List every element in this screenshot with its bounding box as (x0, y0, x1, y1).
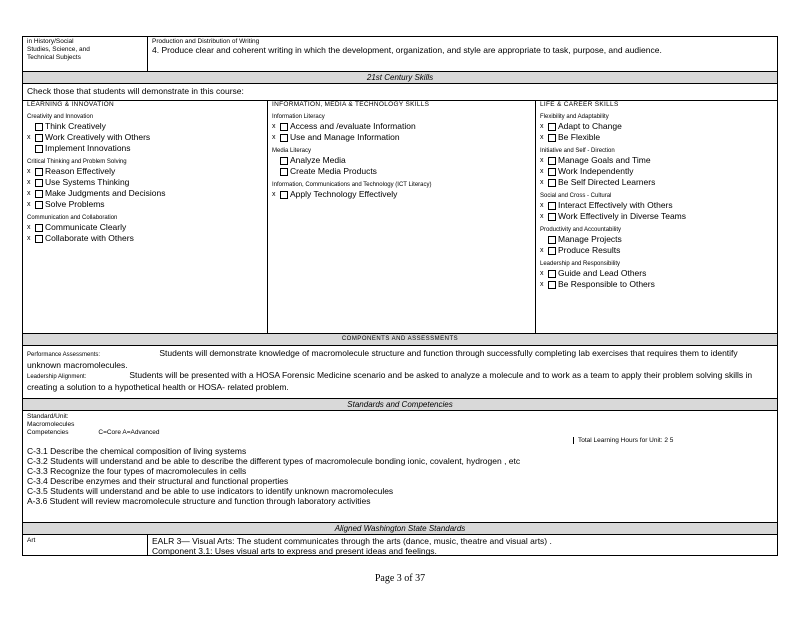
checkbox-square-icon[interactable] (280, 168, 288, 176)
skill-item (272, 155, 531, 166)
skill-label: Manage Projects (558, 234, 622, 244)
skill-item (27, 121, 263, 132)
skill-item (27, 199, 263, 210)
checkbox-square-icon[interactable] (35, 190, 43, 198)
check-mark: x (540, 213, 544, 220)
standard-category: Production and Distribution of Writing (152, 38, 260, 45)
subject-line: Studies, Science, and (27, 46, 90, 53)
competency-item: C-3.2 Students will understand and be able to describe the different types of macromolecule bonding ionic, covalent, hydrogen , etc (27, 456, 521, 466)
checkbox-square-icon[interactable] (548, 270, 556, 278)
skill-label: Work Creatively with Others (45, 132, 151, 142)
skill-group-name: Media Literacy (272, 148, 312, 154)
subject-line: Technical Subjects (27, 54, 81, 61)
writing-standard-row (22, 36, 778, 72)
skill-item (540, 200, 773, 211)
checkbox-square-icon[interactable] (548, 281, 556, 289)
skill-group-name: Critical Thinking and Problem Solving (27, 159, 127, 165)
check-mark: x (540, 134, 544, 141)
aligned-text (148, 535, 777, 555)
skill-group-name: Information Literacy (272, 114, 325, 120)
skills-column-life (535, 101, 777, 333)
document-page (22, 36, 778, 556)
aligned-line-1: EALR 3— Visual Arts: The student communicates through the arts (dance, music, theatre and visual arts) . (152, 536, 552, 546)
checkbox-square-icon[interactable] (280, 191, 288, 199)
skill-label: Collaborate with Others (45, 233, 134, 243)
section-header-aligned-standards: Aligned Washington State Standards (22, 523, 778, 535)
checkbox-square-icon[interactable] (280, 134, 288, 142)
skill-label: Guide and Lead Others (558, 268, 647, 278)
skill-label: Communicate Clearly (45, 222, 127, 232)
checkbox-square-icon[interactable] (548, 123, 556, 131)
check-mark: x (540, 247, 544, 254)
skill-label: Manage Goals and Time (558, 155, 651, 165)
skill-label: Implement Innovations (45, 143, 131, 153)
skill-label: Access and /evaluate Information (290, 121, 416, 131)
skill-item (272, 189, 531, 200)
skills-intro: Check those that students will demonstrate in this course: (22, 84, 778, 101)
competency-item: A-3.6 Student will review macromolecule structure and function through laboratory activities (27, 496, 371, 506)
aligned-standards-row (22, 535, 778, 556)
skill-label: Apply Technology Effectively (290, 189, 398, 199)
performance-label: Performance Assessments: (27, 352, 101, 358)
checkbox-square-icon[interactable] (35, 201, 43, 209)
skill-label: Think Creatively (45, 121, 106, 131)
skill-label: Work Independently (558, 166, 634, 176)
skill-item (27, 132, 263, 143)
check-mark: x (540, 157, 544, 164)
aligned-line-2: Component 3.1: Uses visual arts to express and present ideas and feelings. (152, 546, 437, 556)
skill-group-name: Creativity and Innovation (27, 114, 94, 120)
check-mark: x (540, 168, 544, 175)
check-mark: x (540, 270, 544, 277)
standard-text: 4. Produce clear and coherent writing in which the development, organization, and style are appropriate to task, purpose, and audience. (152, 45, 662, 55)
checkbox-square-icon[interactable] (280, 123, 288, 131)
checkbox-square-icon[interactable] (548, 179, 556, 187)
check-mark: x (27, 201, 31, 208)
check-mark: x (540, 202, 544, 209)
standard-cell (148, 37, 777, 71)
checkbox-square-icon[interactable] (35, 224, 43, 232)
skill-item (540, 166, 773, 177)
page-number: Page 3 of 37 (374, 573, 426, 584)
leadership-label: Leadership Alignment: (27, 374, 87, 380)
skill-item (540, 132, 773, 143)
skills-column-heading: INFORMATION, MEDIA & TECHNOLOGY SKILLS (272, 101, 430, 108)
skill-item (27, 177, 263, 188)
check-mark: x (27, 134, 31, 141)
skills-column-heading: LEARNING & INNOVATION (27, 101, 114, 108)
check-mark: x (27, 179, 31, 186)
skill-item (27, 143, 263, 154)
competency-item: C-3.4 Describe enzymes and their structural and functional properties (27, 476, 289, 486)
skill-group-name: Leadership and Responsibility (540, 261, 621, 267)
checkbox-square-icon[interactable] (548, 236, 556, 244)
checkbox-square-icon[interactable] (35, 179, 43, 187)
checkbox-square-icon[interactable] (35, 134, 43, 142)
skill-group-name: Flexibility and Adaptability (540, 114, 609, 120)
check-mark: x (540, 123, 544, 130)
competency-list (27, 446, 773, 506)
skill-label: Solve Problems (45, 199, 105, 209)
total-hours: Total Learning Hours for Unit: 2 5 (573, 437, 673, 444)
skills-columns (22, 101, 778, 334)
check-mark: x (272, 134, 276, 141)
check-mark: x (540, 281, 544, 288)
unit-value: Macromolecules (27, 421, 75, 428)
performance-assessment (27, 348, 773, 370)
checkbox-square-icon[interactable] (548, 202, 556, 210)
checkbox-square-icon[interactable] (548, 157, 556, 165)
skill-item (272, 132, 531, 143)
skill-item (540, 121, 773, 132)
competencies-heading (27, 429, 773, 437)
subject-line: in History/Social (27, 38, 74, 45)
leadership-alignment (27, 370, 773, 392)
skill-item (540, 211, 773, 222)
checkbox-square-icon[interactable] (35, 235, 43, 243)
skill-item (272, 121, 531, 132)
skill-group-name: Communication and Collaboration (27, 215, 118, 221)
competency-item: C-3.3 Recognize the four types of macromolecules in cells (27, 466, 247, 476)
skill-label: Use and Manage Information (290, 132, 400, 142)
checkbox-square-icon[interactable] (548, 213, 556, 221)
skill-label: Be Flexible (558, 132, 601, 142)
competencies-label: Competencies (27, 429, 69, 436)
standards-cell (22, 411, 778, 523)
skill-item (540, 155, 773, 166)
skill-label: Use Systems Thinking (45, 177, 130, 187)
check-mark: x (27, 168, 31, 175)
skills-column-information (267, 101, 535, 333)
checkbox-square-icon[interactable] (280, 157, 288, 165)
checkbox-square-icon[interactable] (548, 168, 556, 176)
skill-item (27, 233, 263, 244)
skill-item (27, 166, 263, 177)
competency-item: C-3.5 Students will understand and be able to use indicators to identify unknown macromolecules (27, 486, 394, 496)
check-mark: x (272, 123, 276, 130)
skill-group-name: Initiative and Self - Direction (540, 148, 615, 154)
skill-label: Make Judgments and Decisions (45, 188, 166, 198)
skills-column-learning (23, 101, 267, 333)
performance-text: Students will demonstrate knowledge of macromolecule structure and function through successfully completing lab exercises that requires them to identify unknown macromolecules. (27, 348, 738, 370)
skill-label: Create Media Products (290, 166, 377, 176)
skill-label: Be Self Directed Learners (558, 177, 656, 187)
section-header-standards: Standards and Competencies (22, 399, 778, 411)
skill-group-name: Productivity and Accountability (540, 227, 622, 233)
check-mark: x (540, 179, 544, 186)
skill-label: Interact Effectively with Others (558, 200, 673, 210)
skill-item (540, 245, 773, 256)
section-header-21st-century: 21st Century Skills (22, 72, 778, 84)
skill-item (540, 177, 773, 188)
skills-column-heading: LIFE & CAREER SKILLS (540, 101, 619, 108)
checkbox-square-icon[interactable] (35, 145, 43, 153)
leadership-text: Students will be presented with a HOSA Forensic Medicine scenario and be asked to analyze a molecule and to work as a team to apply their problem solving skills in creating a solution to a hypothetical health or HOSA- related problem. (27, 370, 753, 392)
subject-cell (23, 37, 148, 71)
skill-item (272, 166, 531, 177)
aligned-subject: Art (23, 535, 148, 555)
unit-label: Standard/Unit: (27, 413, 69, 420)
check-mark: x (27, 224, 31, 231)
skill-label: Be Responsible to Others (558, 279, 655, 289)
assessments-cell (22, 346, 778, 399)
skill-label: Reason Effectively (45, 166, 116, 176)
skill-label: Analyze Media (290, 155, 346, 165)
section-header-assessments: COMPONENTS AND ASSESSMENTS (22, 334, 778, 346)
skill-label: Produce Results (558, 245, 621, 255)
skill-item (27, 188, 263, 199)
skill-item (27, 222, 263, 233)
skill-label: Adapt to Change (558, 121, 622, 131)
competencies-legend: C=Core A=Advanced (98, 429, 160, 436)
skill-item (540, 279, 773, 290)
skill-item (540, 268, 773, 279)
skill-label: Work Effectively in Diverse Teams (558, 211, 687, 221)
skill-group-name: Social and Cross - Cultural (540, 193, 612, 199)
check-mark: x (272, 191, 276, 198)
skill-group-name: Information, Communications and Technology (ICT Literacy) (272, 182, 432, 188)
checkbox-square-icon[interactable] (548, 134, 556, 142)
competency-item: C-3.1 Describe the chemical composition of living systems (27, 446, 247, 456)
checkbox-square-icon[interactable] (548, 247, 556, 255)
check-mark: x (27, 235, 31, 242)
checkbox-square-icon[interactable] (35, 123, 43, 131)
checkbox-square-icon[interactable] (35, 168, 43, 176)
check-mark: x (27, 190, 31, 197)
skill-item (540, 234, 773, 245)
